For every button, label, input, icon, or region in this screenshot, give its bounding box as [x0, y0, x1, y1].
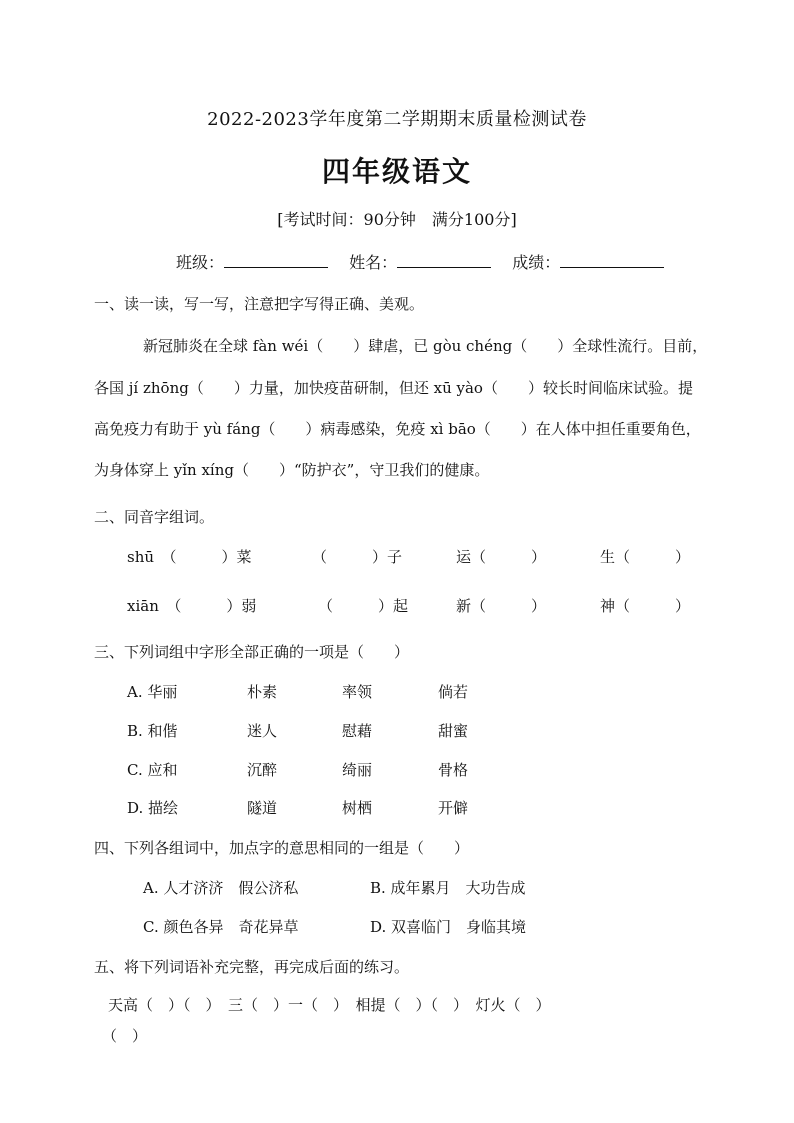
q3-word: 沉醉	[247, 761, 278, 779]
q3-word: 迷人	[247, 722, 278, 740]
q5-heading: 五、将下列词语补充完整，再完成后面的练习。	[94, 958, 410, 976]
q4-option: A. 人才济济 假公济私	[143, 879, 299, 897]
subject-title: 四年级语文	[321, 155, 472, 188]
q2-item: 新（ ）	[456, 597, 547, 615]
q3-heading: 三、下列词组中字形全部正确的一项是（ ）	[94, 643, 410, 661]
q3-word: 朴素	[247, 683, 278, 701]
q2-item: 运（ ）	[456, 548, 547, 566]
q3-word: 隧道	[247, 799, 278, 817]
q3-word: 甜蜜	[438, 722, 469, 740]
q4-option: C. 颜色各异 奇花异草	[143, 918, 299, 936]
q2-item: （ ）起	[318, 597, 409, 615]
score-label: 成绩：	[512, 253, 561, 272]
q3-option: A. 华丽	[127, 683, 178, 701]
q4-option: B. 成年累月 大功告成	[370, 879, 526, 897]
exam-info: [考试时间：90分钟 满分100分]	[277, 210, 517, 229]
q4-heading: 四、下列各组词中，加点字的意思相同的一组是（ ）	[94, 839, 470, 857]
q3-option: C. 应和	[127, 761, 178, 779]
student-info-row	[176, 250, 664, 273]
name-label: 姓名：	[349, 253, 398, 272]
q5-line: （ ）	[102, 1027, 148, 1045]
name-blank[interactable]	[397, 253, 491, 268]
class-blank[interactable]	[224, 253, 328, 268]
exam-title: 2022-2023学年度第二学期期末质量检测试卷	[207, 109, 587, 130]
q2-item: shū （ ）菜	[127, 548, 252, 566]
q4-option: D. 双喜临门 身临其境	[370, 918, 527, 936]
q2-item: 神（ ）	[600, 597, 691, 615]
q3-word: 开僻	[438, 799, 469, 817]
q1-heading: 一、读一读，写一写，注意把字写得正确、美观。	[94, 295, 425, 313]
class-label: 班级：	[176, 253, 225, 272]
q2-item: （ ）子	[312, 548, 403, 566]
q3-word: 倘若	[438, 683, 469, 701]
q1-line: 高免疫力有助于 yù fáng（ ）病毒感染，免疫 xì bāo（ ）在人体中担任重要角色，	[94, 420, 701, 438]
q3-word: 率领	[342, 683, 373, 701]
q3-word: 骨格	[438, 761, 469, 779]
score-blank[interactable]	[560, 253, 664, 268]
q3-option: B. 和偕	[127, 722, 178, 740]
q3-word: 慰藉	[342, 722, 373, 740]
q3-option: D. 描绘	[127, 799, 179, 817]
q5-line: 天高（ ）（ ） 三（ ）一（ ） 相提（ ）（ ） 灯火（ ）	[108, 996, 551, 1014]
q3-word: 树栖	[342, 799, 373, 817]
q2-item: 生（ ）	[600, 548, 691, 566]
q1-line: 各国 jí zhōng（ ）力量，加快疫苗研制，但还 xū yào（ ）较长时间临床试验。提	[94, 379, 693, 397]
q2-heading: 二、同音字组词。	[94, 508, 215, 526]
q1-line: 新冠肺炎在全球 fàn wéi（ ）肆虐，已 gòu chéng（ ）全球性流行。目前，	[143, 337, 708, 355]
q1-line: 为身体穿上 yǐn xíng（ ）“防护衣”，守卫我们的健康。	[94, 461, 490, 479]
q2-item: xiān （ ）弱	[127, 597, 257, 615]
q3-word: 绮丽	[342, 761, 373, 779]
